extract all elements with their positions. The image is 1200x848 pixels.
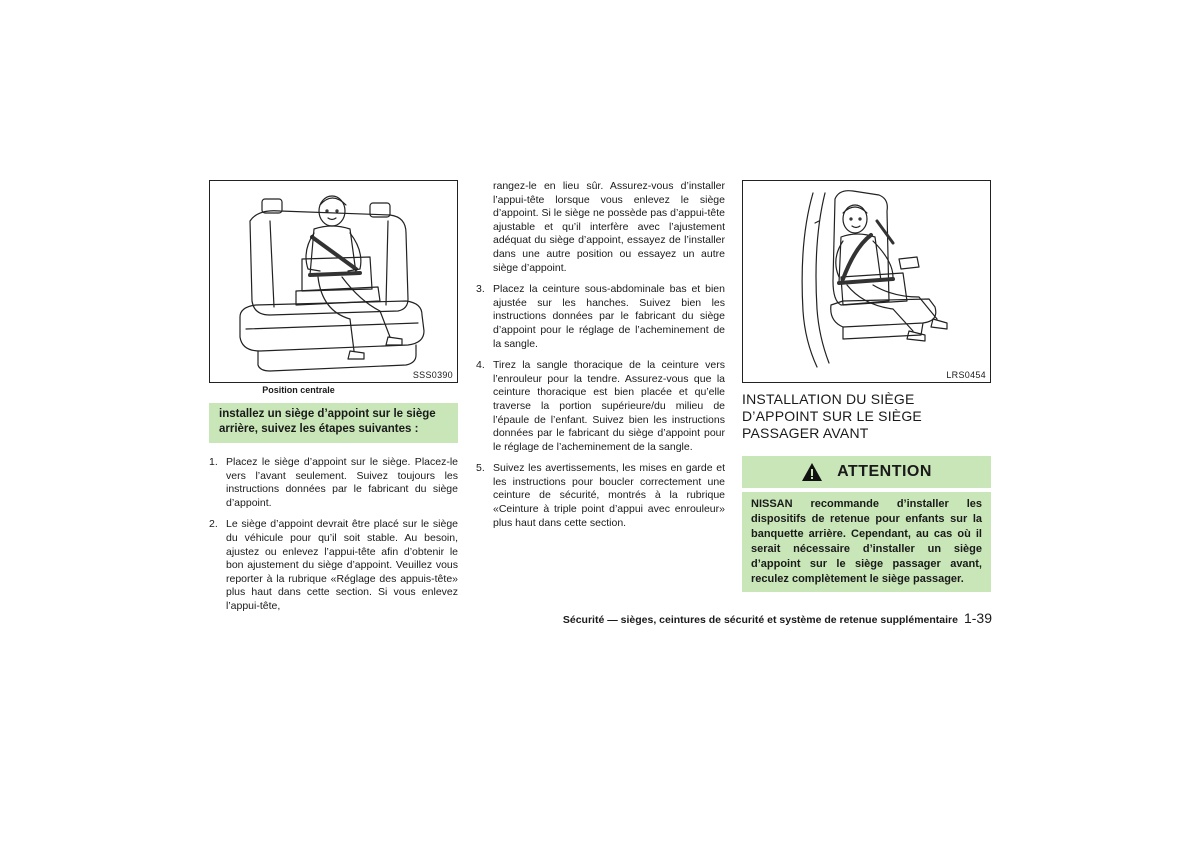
step-1 <box>209 456 458 510</box>
page-footer <box>490 610 992 626</box>
step-number: 4. <box>476 359 485 372</box>
column-middle <box>476 180 725 538</box>
attention-text: NISSAN recommande d’installer les dispositifs de retenue pour enfants sur la banquette arrière. Cependant, au cas où il serait nécessaire d’installer un siège d’appoint sur le siège passager avant, reculez complètement le siège passager. <box>742 492 991 592</box>
step-3 <box>476 283 725 351</box>
steps-list-1 <box>209 456 458 614</box>
footer-chapter-title: Sécurité — sièges, ceintures de sécurité et système de retenue supplémentaire <box>562 614 958 626</box>
front-seat-child-illustration <box>743 181 990 382</box>
figure-caption: Position centrale <box>262 385 335 395</box>
intro-instruction-box: installez un siège d’appoint sur le siège arrière, suivez les étapes suivantes : <box>209 403 458 443</box>
figure-rear-seat-booster <box>209 180 458 383</box>
step-2-continuation: rangez-le en lieu sûr. Assurez-vous d’installer l’appui-tête lorsque vous enlevez le siège d’appoint. Si le siège ne possède pas d’appui-tête ajustable et qu’il interfère avec l’ajustement adéquat du siège d’appoint, essayez de l’installer dans une autre position ou essayez un autre siège d’appoint. <box>493 180 725 274</box>
attention-header <box>742 456 991 488</box>
step-text: Suivez les avertissements, les mises en garde et les instructions pour boucler correctement une ceinture de sécurité, montrés à la rubrique «Ceinture à triple point d’appui avec enrouleur» plus haut dans cette section. <box>493 462 725 529</box>
warning-triangle-icon <box>801 462 823 482</box>
step-2 <box>209 518 458 613</box>
figure-front-seat-booster <box>742 180 991 383</box>
step-number: 1. <box>209 456 218 468</box>
step-4 <box>476 359 725 454</box>
step-text: Placez le siège d’appoint sur le siège. Placez-le vers l’avant seulement. Suivez toujours les instructions données par le fabricant du siège d’appoint. <box>226 456 458 509</box>
section-title: INSTALLATION DU SIÈGE D’APPOINT SUR LE SIÈGE PASSAGER AVANT <box>742 391 922 441</box>
step-number: 2. <box>209 518 218 531</box>
steps-list-2 <box>476 283 725 530</box>
step-5 <box>476 462 725 530</box>
step-text: Placez la ceinture sous-abdominale bas et bien ajustée sur les hanches. Suivez bien les instructions données par le fabricant du siège d’appoint pour le réglage de l’acheminement de la sangle. <box>493 283 725 350</box>
step-number: 3. <box>476 283 485 296</box>
figure-code: LRS0454 <box>946 370 986 380</box>
step-text: Tirez la sangle thoracique de la ceinture vers l’enrouleur pour la tendre. Assurez-vous que la ceinture thoracique est bien placée et qu’elle traverse la portion supérieure/du milieu de l’épaule de l’enfant. Suivez bien les instructions données par le fabricant du siège d’appoint pour le réglage de l’acheminement de la sangle. <box>493 359 725 453</box>
attention-label: ATTENTION <box>837 463 932 480</box>
rear-seat-child-illustration <box>210 181 457 382</box>
column-right <box>742 180 991 592</box>
step-text: Le siège d’appoint devrait être placé sur le siège du véhicule pour qu’il soit stable. Au besoin, ajustez ou enlevez l’appui-tête afin d’obtenir le bon ajustement du siège d’appoint. Veuillez vous reporter à la rubrique «Réglage des appuis-tête» plus haut dans cette section. Si vous enlevez l’appui-tête, <box>226 518 458 612</box>
page-number: 1-39 <box>963 610 992 626</box>
column-left <box>209 180 458 622</box>
step-number: 5. <box>476 462 485 475</box>
figure-code: SSS0390 <box>412 370 453 380</box>
